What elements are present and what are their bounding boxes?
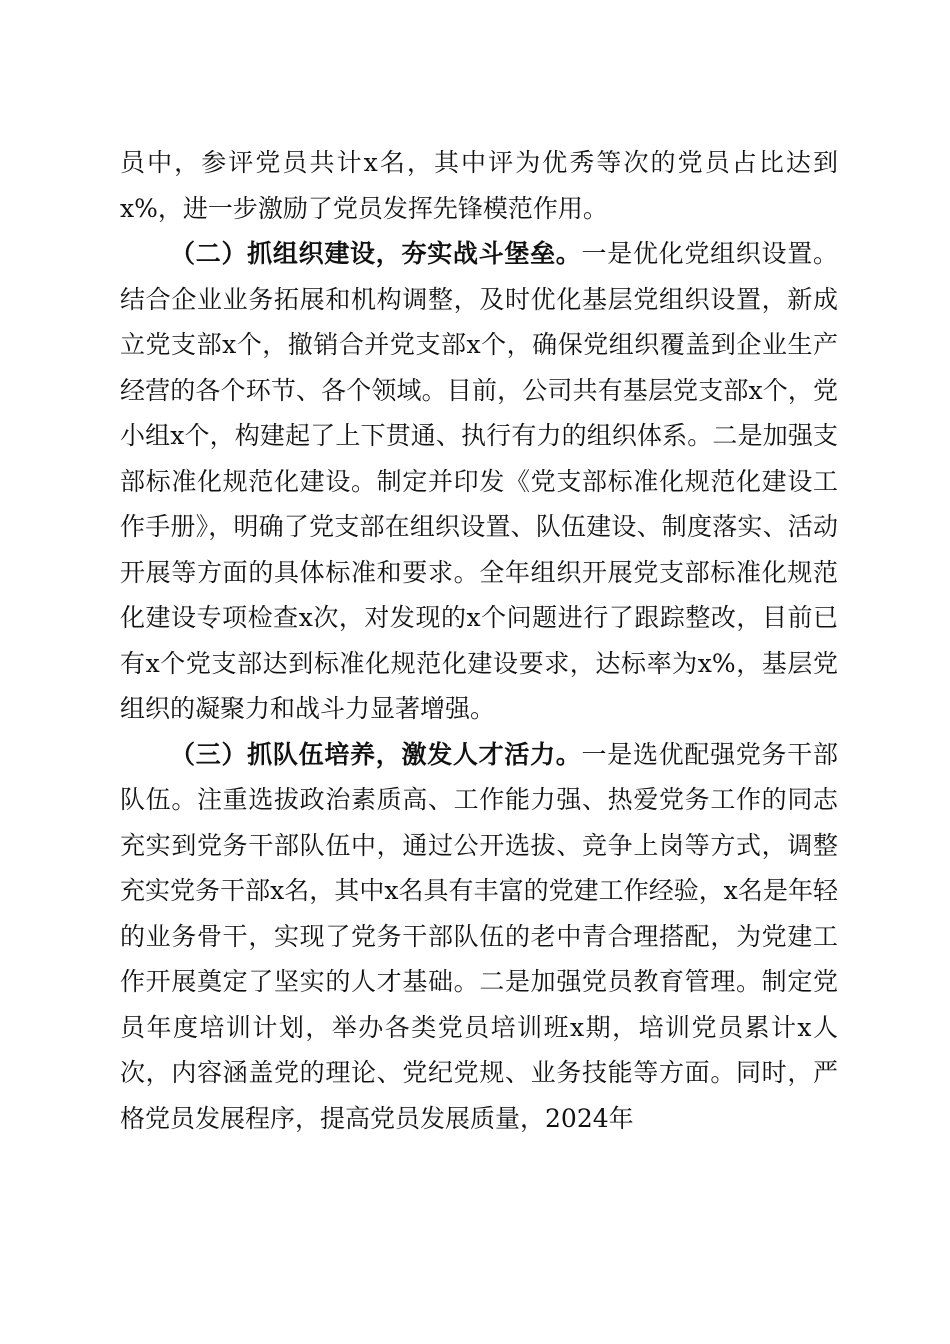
- paragraph-text: 一是选优配强党务干部队伍。注重选拔政治素质高、工作能力强、热爱党务工作的同志充实到党务干部队伍中，通过公开选拔、竞争上岗等方式，调整充实党务干部x名，其中x名具有丰富的党建工作经验，x名是年轻的业务骨干，实现了党务干部队伍的老中青合理搭配，为党建工作开展奠定了坚实的人才基础。二是加强党员教育管理。制定党员年度培训计划，举办各类党员培训班x期，培训党员累计x人次，内容涵盖党的理论、党纪党规、业务技能等方面。同时，严格党员发展程序，提高党员发展质量，2024年: [120, 739, 838, 1133]
- section-heading-team: （三）抓队伍培养，激发人才活力。: [170, 739, 582, 769]
- section-heading-organization: （二）抓组织建设，夯实战斗堡垒。: [170, 239, 582, 268]
- document-body: [120, 140, 838, 1141]
- paragraph-organization-building: [120, 231, 838, 732]
- paragraph-team-training: [120, 732, 838, 1142]
- paragraph-continuation: [120, 140, 838, 231]
- paragraph-text: 一是优化党组织设置。结合企业业务拓展和机构调整，及时优化基层党组织设置，新成立党支部x个，撤销合并党支部x个，确保党组织覆盖到企业生产经营的各个环节、各个领域。目前，公司共有基层党支部x个，党小组x个，构建起了上下贯通、执行有力的组织体系。二是加强支部标准化规范化建设。制定并印发《党支部标准化规范化建设工作手册》，明确了党支部在组织设置、队伍建设、制度落实、活动开展等方面的具体标准和要求。全年组织开展党支部标准化规范化建设专项检查x次，对发现的x个问题进行了跟踪整改，目前已有x个党支部达到标准化规范化建设要求，达标率为x%，基层党组织的凝聚力和战斗力显著增强。: [120, 239, 838, 723]
- paragraph-text: 员中，参评党员共计x名，其中评为优秀等次的党员占比达到x%，进一步激励了党员发挥先锋模范作用。: [120, 148, 838, 223]
